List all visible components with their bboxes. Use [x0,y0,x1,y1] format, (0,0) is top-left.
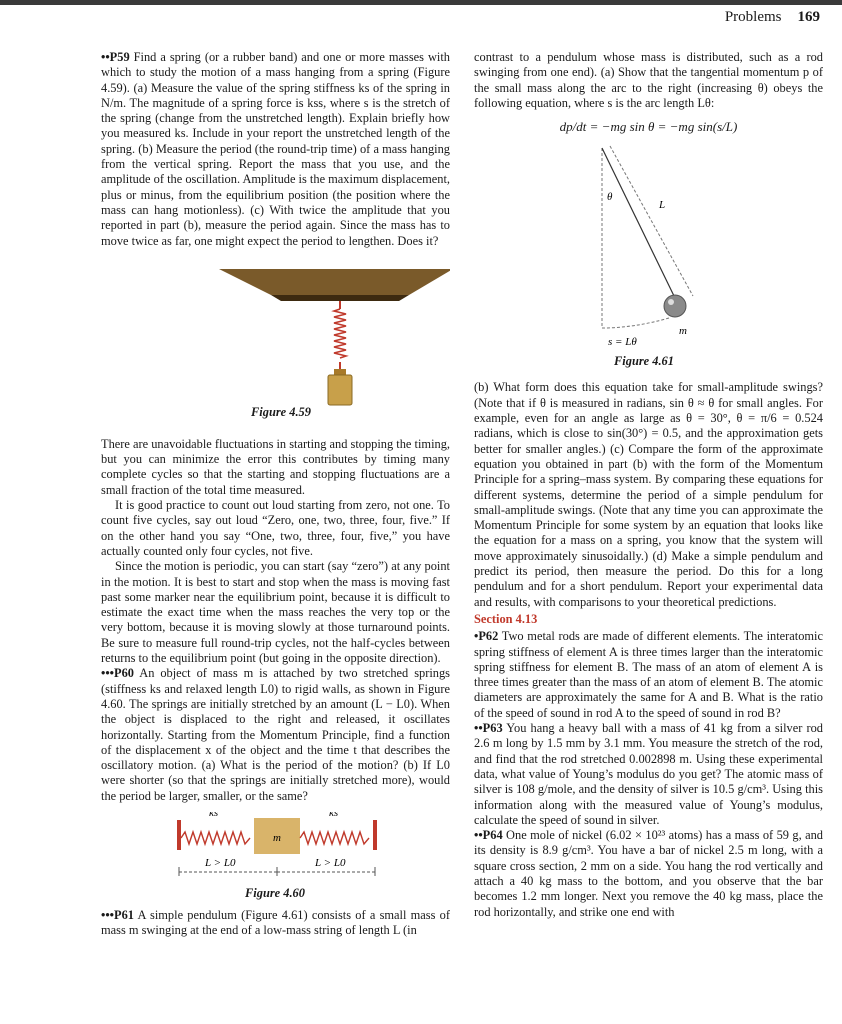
paragraph-counting: It is good practice to count out loud starting from zero, not one. To count five cycles, say out loud “Zero, one, two, three, four, five.” If on the other hand you say “One, two, three, four, five,” you have actually counted only four cycles, not five. [101,498,450,558]
pendulum-diagram [474,140,823,350]
hanging-mass [328,375,352,405]
length-guide [610,146,693,296]
mass-label-m: m [679,325,687,338]
pendulum-bob [664,295,686,317]
left-length-label: L > L0 [205,856,236,869]
paragraph-fluctuations: There are unavoidable fluctuations in starting and stopping the timing, but you can minimize the error this contributes by timing many complete cycles so that the starting and stopping fluctuations are a small fraction of the total time measured. [101,436,450,497]
problem-p59: ••P59 Find a spring (or a rubber band) and one or more masses with which to study the motion of a mass hanging from a spring (Figure 4.59). (a) Measure the value of the spring stiffness ks of the spring in N/m. The magnitude of a spring force is kss, where s is the stretch of the spring (change from the unstretched length). Explain briefly how you measured ks. Include in your report the unstretched length of the spring. (b) Measure the period (the round-trip time) of a mass hanging from the vertical spring. Report the mass that you use, and the amplitude of the oscillation. Amplitude is the maximum displacement, plus or minus, from the equilibrium position (the position where the mass can hang motionless). (c) With twice the amplitude that you reported in part (b), measure the period again. Since the mass has to move twice as far, one might expect the period to lengthen. Does it? [101,50,450,248]
header-title: Problems [724,9,782,25]
left-spring [181,832,250,844]
figure-4-61 [474,140,823,369]
p61-part-b: (b) What form does this equation take for small-amplitude swings? (Note that if θ is measured in radians, sin θ ≈ θ for small angles. For example, even for an angle as large as θ = 30°, θ = π/6 = 0.524 radians, which is close to sin(30°) = 0.5, and the approximation gets better for smaller angles.) (c) Compare the form of the approximate equation you obtained in part (b) with the form of the Momentum Principle for a spring–mass system. By comparing these equations for different systems, determine the period of a simple pendulum for small-amplitude swings. (Note that any time you can approximate the Momentum Principle for some system by an equation that looks like the equation for a mass on a spring, you know that the system will move approximately sinusoidally.) (d) Make a simple pendulum and predict its period, then measure the period. Do this for a long pendulum and for a short pendulum. Report your experimental data and results, with comparisons to your theoretical predictions. [474,380,823,609]
page-header [725,9,820,26]
left-column [101,50,450,939]
paragraph-periodic: Since the motion is periodic, you can start (say “zero”) at any point in the motion. It is best to start and stop when the mass is moving fast past some marker near the equilibrium point, because it is difficult to estimate the exact time when the mass reaches the very top or the very bottom, because it is moving slowly at those turnaround points. Be sure to measure full round-trip cycles, not the half-cycles between returns to the equilibrium point (but going in the opposite direction). [101,559,450,666]
problem-p60: •••P60 An object of mass m is attached by two stretched springs (stiffness ks and relaxed length L0) to rigid walls, as shown in Figure 4.60. The springs are initially stretched by an amount (L − L0). When the object is displaced to the right and released, it oscillates horizontally. Starting from the Momentum Principle, find a function of the displacement x of the object and the time t that describes the oscillatory motion. (a) What is the period of the motion? (b) If L0 were shorter (so that the springs are initially stretched more), would the period be larger, smaller, or the same? [101,666,450,803]
problem-p62: •P62 Two metal rods are made of different elements. The interatomic spring stiffness of element A is three times larger than the interatomic spring stiffness for element B. The mass of an atom of element A is three times greater than the mass of an atom of element B. The atomic diameters are approximately the same for A and B. What is the ratio of the speed of sound in rod A to the speed of sound in rod B? [474,629,823,720]
mass-label: m [273,831,281,844]
left-ks-label: ks [209,811,219,819]
p61-continuation: contrast to a pendulum whose mass is distributed, such as a rod swinging from one end). (a) Show that the tangential momentum p of the small mass along the arc to the right (increasing θ) obeys the following equation, where s is the arc length Lθ: [474,50,823,110]
right-column [474,50,823,920]
ceiling-board-top [219,269,450,295]
page-number: 169 [797,9,820,25]
pendulum-equation: dp/dt = −mg sin θ = −mg sin(s/L) [559,119,738,135]
top-rule [0,0,842,5]
right-length-label: L > L0 [315,856,346,869]
right-wall [373,820,377,850]
figure-4-60-caption: Figure 4.60 [245,885,305,900]
figure-4-61-caption: Figure 4.61 [614,354,674,369]
arc-label: s = Lθ [608,336,637,349]
problem-p61: •••P61 A simple pendulum (Figure 4.61) consists of a small mass of mass m swinging at the end of a low-mass string of length L (in [101,907,450,938]
arc-length [602,318,669,328]
ceiling-board-bottom [271,295,409,301]
figure-4-59 [101,267,450,427]
theta-label: θ [607,191,613,204]
pendulum-string [602,148,675,298]
figure-4-59-caption: Figure 4.59 [251,404,311,419]
section-heading: Section 4.13 [474,611,538,626]
right-ks-label: ks [329,811,339,819]
mass-neck [334,369,346,375]
bob-highlight [668,299,674,305]
right-spring [300,832,369,844]
figure-4-60 [101,812,450,902]
length-label: L [659,199,666,212]
spring-coil [334,309,346,358]
spring-diagram [101,267,450,427]
problem-p64: ••P64 One mole of nickel (6.02 × 10²³ atoms) has a mass of 59 g, and its density is 8.9 g/cm³. You have a bar of nickel 2.5 m long, with a square cross section, 2 mm on a side. You hang the rod vertically and attach a 40 kg mass to the bottom, and you observe that the bar becomes 1.2 mm longer. Next you remove the 40 kg mass, place the rod horizontally, and strike one end with [474,828,823,919]
problem-p63: ••P63 You hang a heavy ball with a mass of 41 kg from a silver rod 2.6 m long by 1.5 mm by 3.1 mm. You measure the stretch of the rod, and find that the rod stretched 0.002898 m. Using these experimental data, what value of Young’s modulus do you get? The atomic mass of silver is 108 g/mole, and the density of silver is 10.5 g/cm³. Using this information along with the measured value of Young’s modulus, calculate the speed of sound in silver. [474,721,823,827]
left-wall [177,820,181,850]
